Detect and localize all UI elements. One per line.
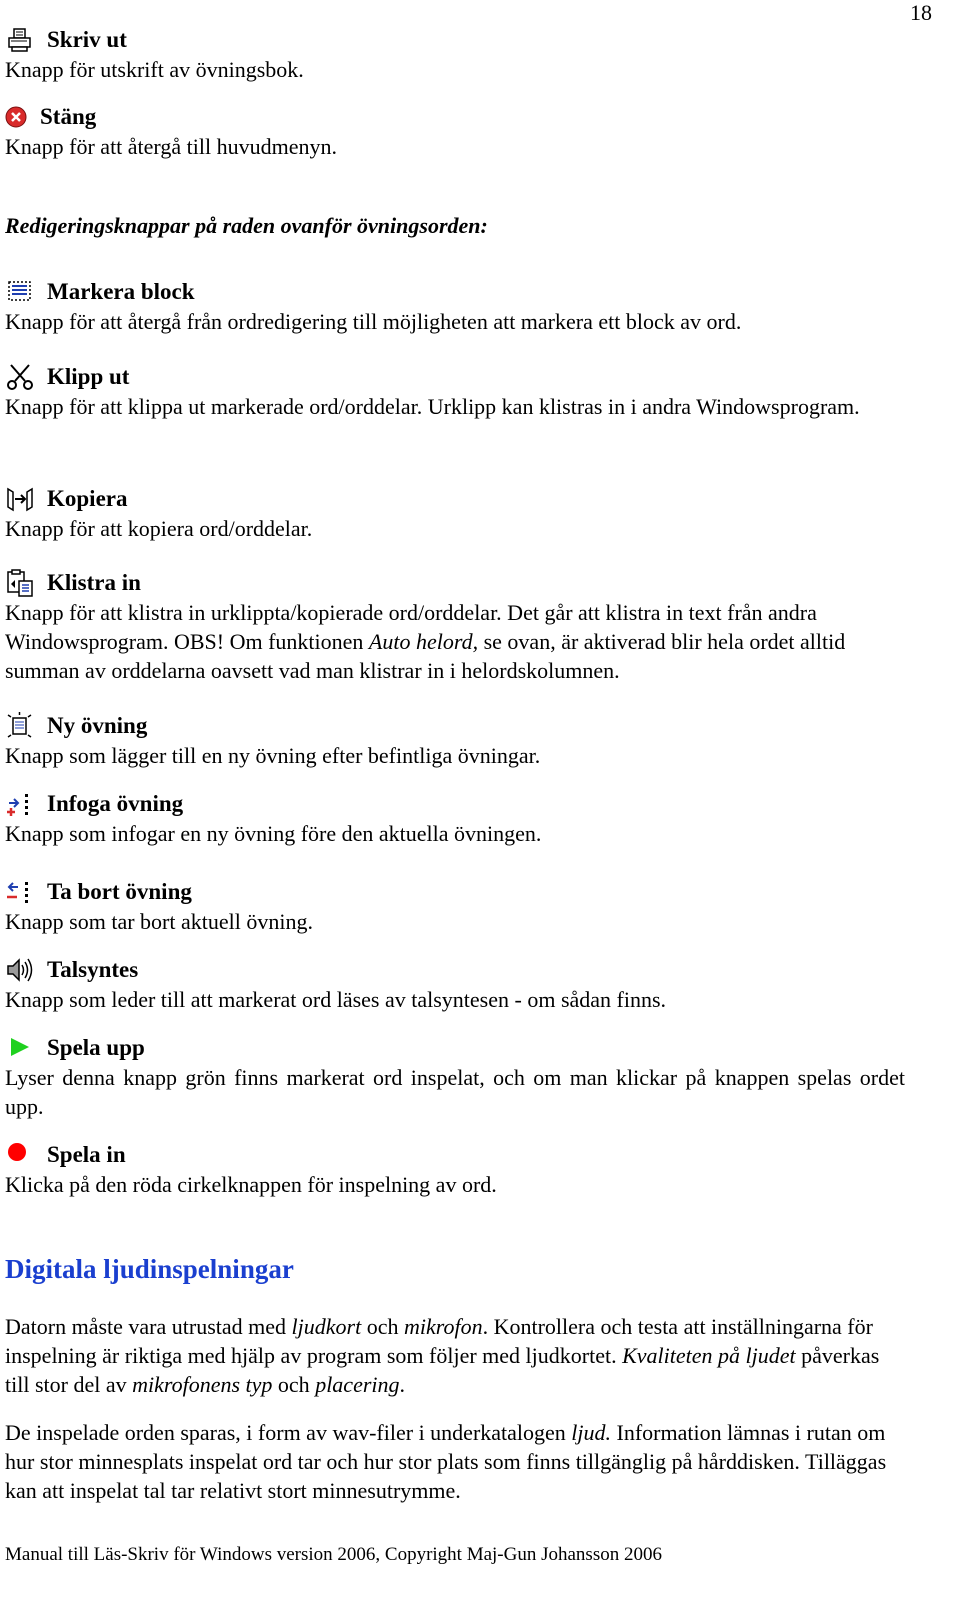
entry-print [5,25,905,84]
speaker-icon [5,956,35,984]
record-icon [5,1141,35,1169]
entry-description: Lyser denna knapp grön finns markerat ord inspelat, och om man klickar på knappen spelas ordet upp. [5,1065,905,1119]
entry-description: Knapp för att återgå från ordredigering till möjligheten att markera ett block av ord. [5,309,742,334]
entry-description: Knapp för att kopiera ord/orddelar. [5,516,313,541]
desc-text: Knapp för att klistra in urklippta/kopierade ord/orddelar. Det går att klistra in text från andra Windowsprogram. OBS! Om funktionen [5,600,817,654]
delete-exercise-icon [5,878,35,906]
entry-speech-synthesis [5,955,905,1014]
emphasis: ljud. [571,1420,612,1445]
entry-description: Knapp för att återgå till huvudmenyn. [5,134,337,159]
entry-title: Spela upp [47,1035,145,1060]
text: och [272,1372,316,1397]
new-exercise-icon [5,712,35,740]
paragraph-requirements [5,1312,905,1399]
emphasis: placering [315,1372,400,1397]
entry-new-exercise [5,711,905,770]
entry-play [5,1033,905,1121]
entry-title: Spela in [47,1142,126,1167]
insert-exercise-icon [5,790,35,818]
entry-select-block [5,277,905,336]
select-block-icon [5,278,35,306]
paragraph-storage [5,1418,905,1505]
entry-title: Klistra in [47,570,141,595]
printer-icon [5,26,35,54]
emphasis: mikrofonens typ [132,1372,273,1397]
subheading: Redigeringsknappar på raden ovanför övningsorden: [5,213,488,238]
text: De inspelade orden sparas, i form av wav-filer i underkatalogen [5,1420,572,1445]
page-footer: Manual till Läs-Skriv för Windows version 2006, Copyright Maj-Gun Johansson 2006 [5,1544,662,1565]
emphasis: Kvaliteten på ljudet [622,1343,796,1368]
entry-description: Knapp för att klippa ut markerade ord/orddelar. Urklipp kan klistras in i andra Windowsprogram. [5,394,860,419]
entry-title: Talsyntes [47,957,139,982]
entry-title: Markera block [47,279,195,304]
text: och [361,1314,404,1339]
desc-text: se ovan, är aktiverad blir hela ordet alltid summan av orddelarna oavsett vad man klistrar in i helordskolumnen. [5,629,846,683]
entry-description: Knapp som infogar en ny övning före den aktuella övningen. [5,821,542,846]
text: . [399,1372,406,1397]
text: . Kontrollera och testa att inställningarna för inspelning är riktiga med hjälp av program som följer med ljudkortet. [5,1314,873,1368]
entry-paste [5,568,905,685]
feature-name: Auto helord, [368,629,479,654]
entry-title: Kopiera [47,486,128,511]
entry-title: Ny övning [47,713,148,738]
section-heading: Digitala ljudinspelningar [5,1254,294,1284]
entry-record [5,1140,905,1199]
play-icon [5,1034,35,1062]
copy-icon [5,485,35,513]
entry-description [5,598,905,685]
entry-cut [5,362,905,421]
entry-description: Knapp som tar bort aktuell övning. [5,909,313,934]
entry-title: Infoga övning [47,791,184,816]
scissors-icon [5,363,35,391]
emphasis: ljudkort [291,1314,362,1339]
entry-title: Klipp ut [47,364,130,389]
entry-copy [5,484,905,543]
entry-title: Stäng [40,104,97,129]
entry-description: Knapp som leder till att markerat ord läses av talsyntesen - om sådan finns. [5,987,667,1012]
text: påverkas till stor del av [5,1343,880,1397]
page-number: 18 [910,0,932,25]
close-icon [5,103,27,131]
entry-title: Skriv ut [47,27,127,52]
entry-close [5,102,905,161]
entry-delete-exercise [5,877,905,936]
entry-insert-exercise [5,789,905,848]
entry-title: Ta bort övning [47,879,192,904]
emphasis: mikrofon [403,1314,483,1339]
text: Information lämnas i rutan om hur stor minnesplats inspelat ord tar och hur stor plats som finns tillgänglig på hårddisken. Tilläggas kan att inspelat tal tar relativt stort minnesutrymme. [5,1420,887,1503]
paste-icon [5,569,35,597]
entry-description: Knapp för utskrift av övningsbok. [5,57,304,82]
entry-description: Klicka på den röda cirkelknappen för inspelning av ord. [5,1172,497,1197]
entry-description: Knapp som lägger till en ny övning efter befintliga övningar. [5,743,541,768]
text: Datorn måste vara utrustad med [5,1314,292,1339]
